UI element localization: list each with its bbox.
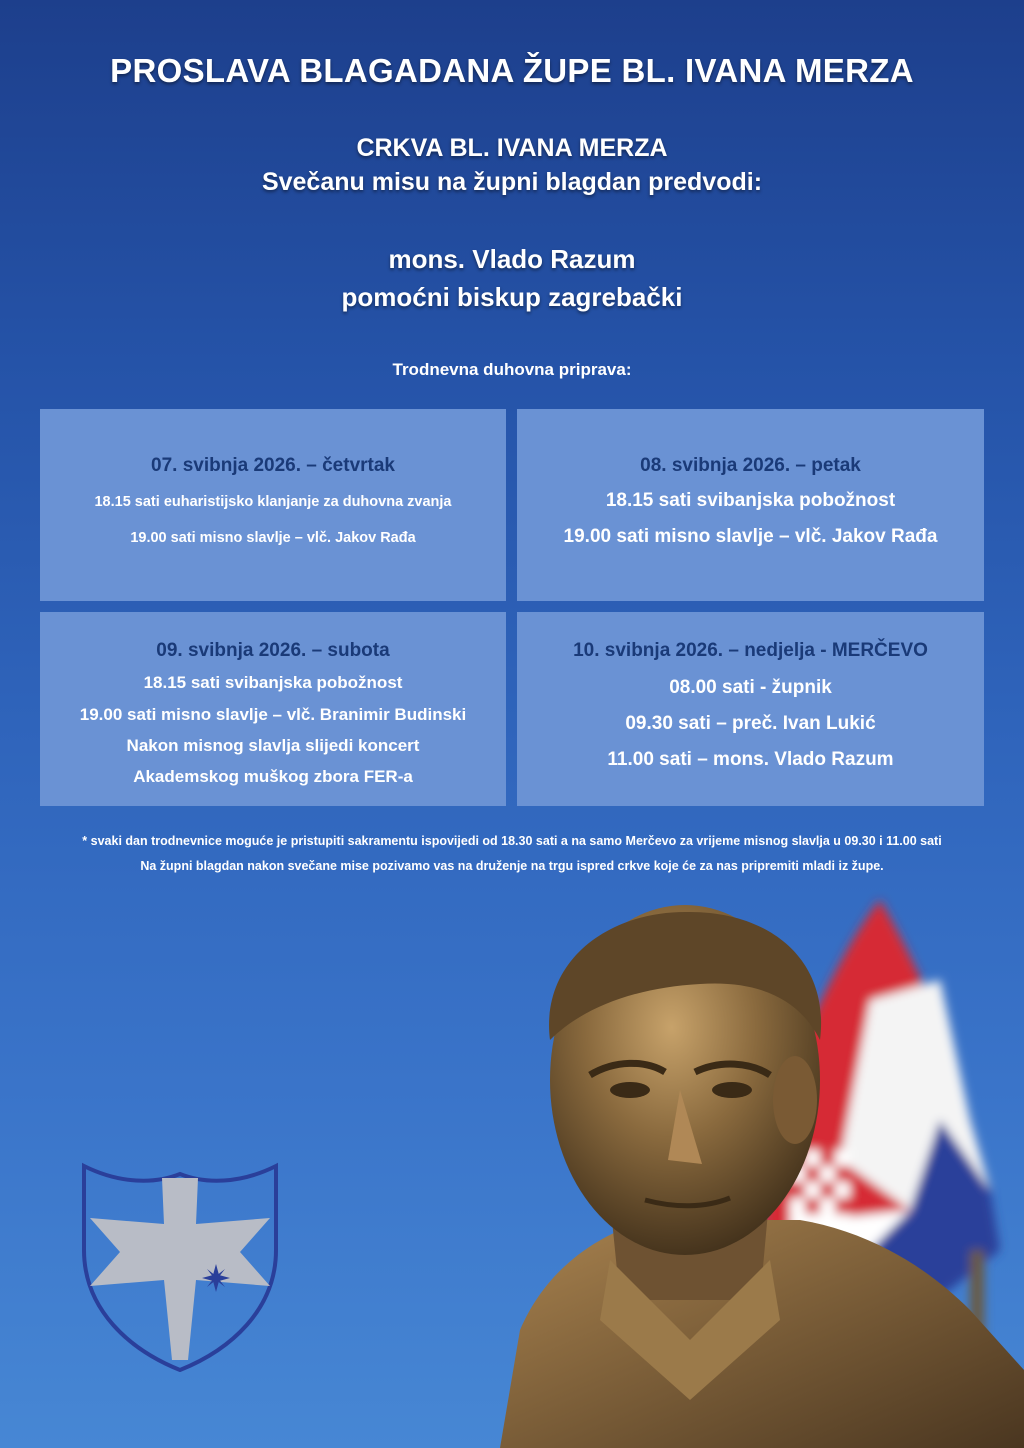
church-name: CRKVA BL. IVANA MERZA [356,134,668,162]
bronze-bust-image [440,900,1024,1448]
parish-shield-cross-icon [80,1160,280,1372]
schedule-box-day-4 [517,612,984,806]
schedule-line: 19.00 sati misno slavlje – vlč. Jakov Rađa [563,526,938,547]
schedule-date: 10. svibnja 2026. – nedjelja - MERČEVO [573,640,928,661]
gathering-note: Na župni blagdan nakon svečane mise pozivamo vas na druženje na trgu ispred crkve koje će za nas pripremiti mladi iz župe. [140,859,884,873]
schedule-line: 18.15 sati svibanjska pobožnost [605,490,896,511]
schedule-line: Nakon misnog slavlja slijedi koncert [126,736,420,755]
celebrant-title: pomoćni biskup zagrebački [341,282,683,312]
schedule-line: 18.15 sati euharistijsko klanjanje za duhovna zvanja [94,494,452,510]
schedule-box-day-3 [40,612,506,806]
schedule-line: 19.00 sati misno slavlje – vlč. Jakov Rađa [130,530,416,546]
schedule-line: 11.00 sati – mons. Vlado Razum [607,749,894,770]
lead-text: Svečanu misu na župni blagdan predvodi: [261,168,763,196]
schedule-box-day-2 [517,409,984,601]
schedule-line: Akademskog muškog zbora FER-a [133,767,413,786]
page-title: PROSLAVA BLAGADANA ŽUPE BL. IVANA MERZA [110,52,914,89]
schedule-box-day-1 [40,409,506,601]
schedule-line: 09.30 sati – preč. Ivan Lukić [625,713,876,734]
prep-heading: Trodnevna duhovna priprava: [392,360,632,379]
schedule-date: 07. svibnja 2026. – četvrtak [151,455,395,476]
celebrant-name: mons. Vlado Razum [388,244,636,274]
schedule-line: 18.15 sati svibanjska pobožnost [143,673,403,692]
schedule-line: 08.00 sati - župnik [669,677,832,698]
schedule-date: 08. svibnja 2026. – petak [640,455,861,476]
confession-note: * svaki dan trodnevnice moguće je pristupiti sakramentu ispovijedi od 18.30 sati a na samo Merčevo za vrijeme misnog slavlja u 09.30 i 11.00 sati [82,834,942,848]
schedule-date: 09. svibnja 2026. – subota [156,640,390,661]
schedule-line: 19.00 sati misno slavlje – vlč. Branimir Budinski [79,705,467,724]
